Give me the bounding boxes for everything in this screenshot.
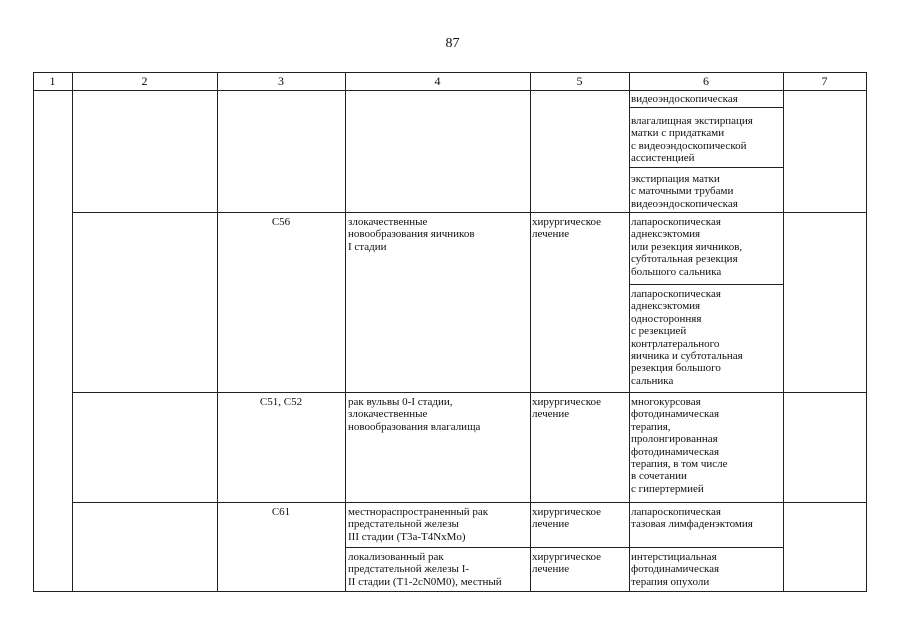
icd-code-cell: C56: [271, 216, 291, 228]
method-cell: лапароскопическая тазовая лимфаденэктомия: [631, 506, 753, 531]
table-border-right: [866, 72, 867, 592]
icd-code-cell: C51, C52: [259, 396, 303, 408]
row-divider: [72, 502, 867, 503]
method-cell: видеоэндоскопическая: [631, 93, 738, 105]
column-divider: [345, 72, 346, 592]
treatment-cell: хирургическое лечение: [532, 396, 602, 421]
diagnosis-cell: локализованный рак предстательной железы I- II стадии (T1-2cN0M0), местный: [348, 551, 502, 588]
header-col-3: 3: [278, 74, 284, 88]
diagnosis-cell: рак вульвы 0-I стадии, злокачественные новообразования влагалища: [348, 396, 481, 433]
header-divider: [33, 90, 867, 91]
column-divider: [783, 72, 784, 592]
diagnosis-cell: местнораспространенный рак предстательной железы III стадии (T3a-T4NxMo): [348, 506, 489, 543]
header-col-7: 7: [821, 74, 828, 88]
header-col-5: 5: [576, 74, 583, 88]
column-divider: [629, 72, 630, 592]
method-cell: многокурсовая фотодинамическая терапия, пролонгированная фотодинамическая терапия, в том числе в сочетании с гипертермией: [631, 396, 728, 495]
row-divider: [629, 107, 784, 108]
treatment-cell: хирургическое лечение: [532, 551, 602, 576]
table-border-left: [33, 72, 34, 592]
method-cell: экстирпация матки с маточными трубами видеоэндоскопическая: [631, 173, 738, 210]
method-cell: интерстициальная фотодинамическая терапия опухоли: [631, 551, 720, 588]
treatment-cell: хирургическое лечение: [532, 506, 602, 531]
row-divider: [629, 167, 784, 168]
row-divider: [72, 212, 867, 213]
page-number: 87: [445, 36, 460, 51]
row-divider: [345, 547, 784, 548]
method-cell: лапароскопическая аднексэктомия односторонняя с резекцией контрлатерального яичника и субтотальная резекция большого сальника: [631, 288, 743, 387]
column-divider: [530, 72, 531, 592]
header-col-1: 1: [49, 74, 56, 88]
diagnosis-cell: злокачественные новообразования яичников I стадии: [348, 216, 475, 253]
header-col-2: 2: [141, 74, 148, 88]
table-border-bottom: [33, 591, 867, 592]
treatment-cell: хирургическое лечение: [532, 216, 602, 241]
row-divider: [629, 284, 784, 285]
medical-table: [33, 72, 867, 592]
method-cell: влагалищная экстирпация матки с придатками с видеоэндоскопической ассистенцией: [631, 115, 753, 165]
header-col-4: 4: [434, 74, 441, 88]
icd-code-cell: C61: [271, 506, 291, 518]
method-cell: лапароскопическая аднексэктомия или резекция яичников, субтотальная резекция большого сальника: [631, 216, 743, 278]
row-divider: [72, 392, 867, 393]
header-col-6: 6: [703, 74, 709, 88]
column-divider: [72, 72, 73, 592]
